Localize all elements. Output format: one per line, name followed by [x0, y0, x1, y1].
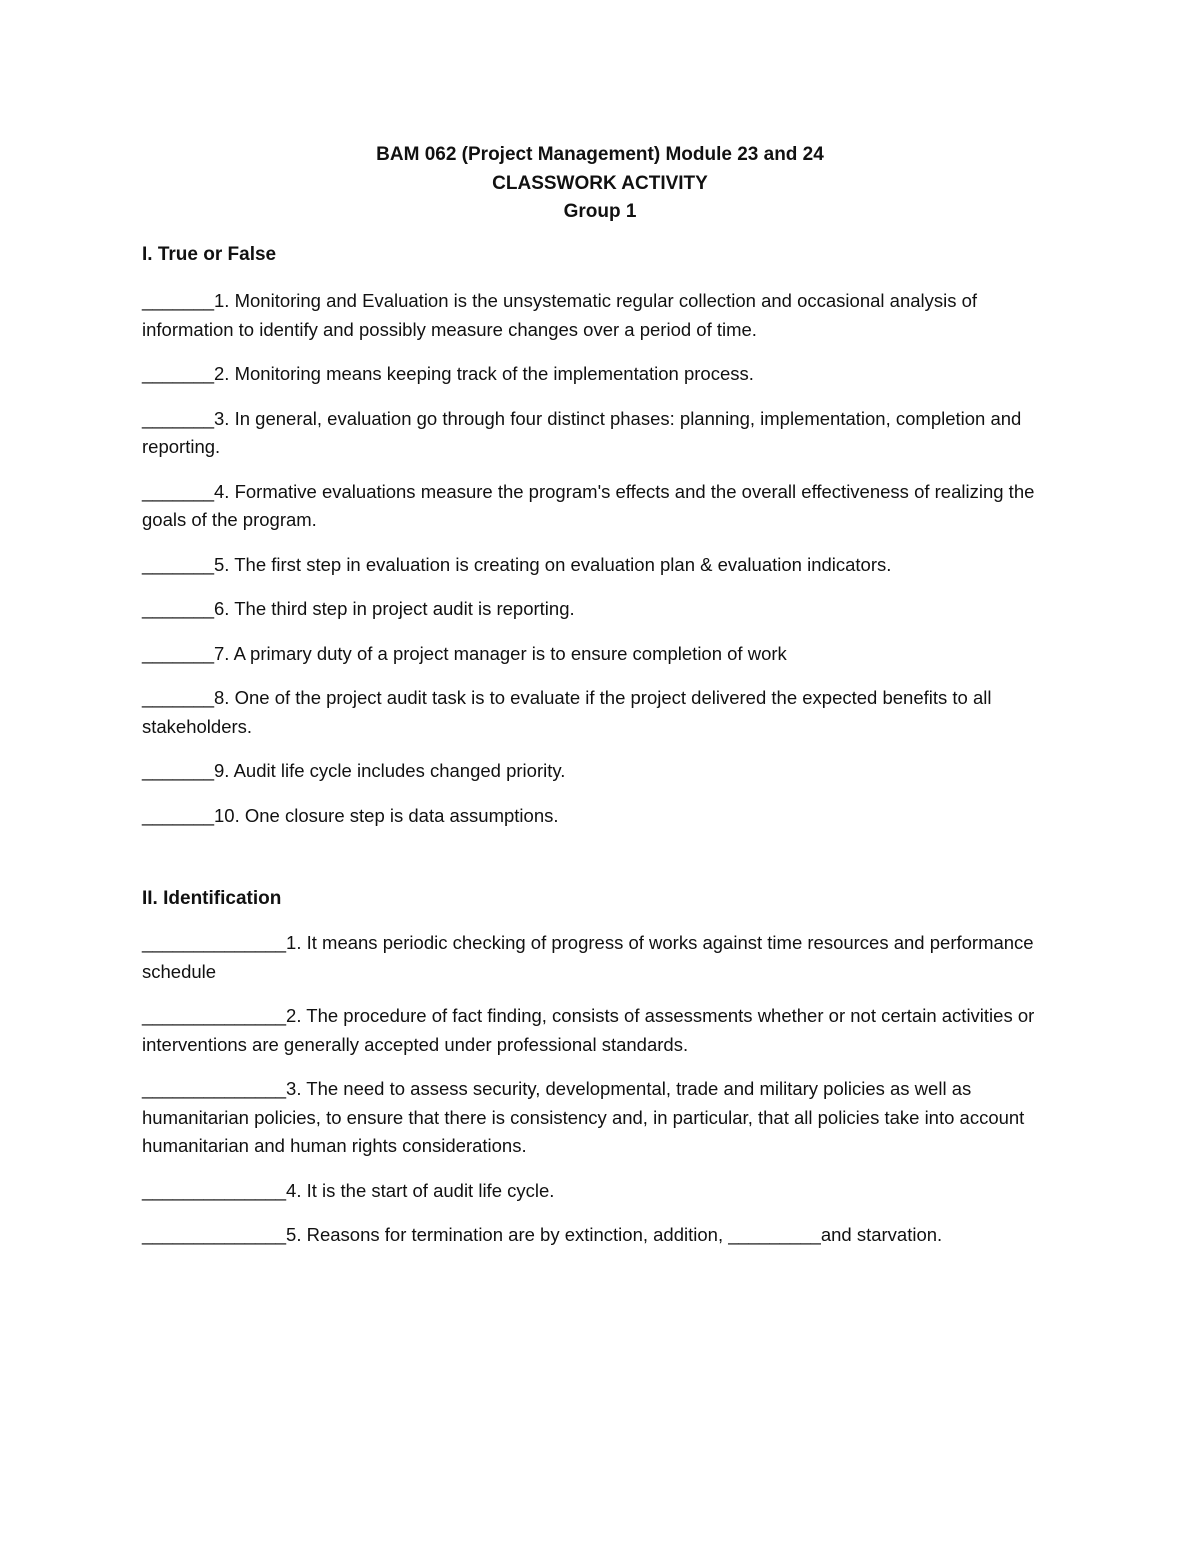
section-identification-title: II. Identification — [142, 888, 282, 909]
identification-list — [142, 929, 1072, 1266]
identification-item: ______________4. It is the start of audit life cycle. — [142, 1179, 555, 1201]
true-false-item: _______1. Monitoring and Evaluation is the unsystematic regular collection and occasional analysis of information to identify and possibly measure changes over a period of time. — [142, 290, 978, 340]
identification-item: ______________2. The procedure of fact finding, consists of assessments whether or not certain activities or interventions are generally accepted under professional standards. — [142, 1005, 1035, 1055]
true-false-item: _______9. Audit life cycle includes changed priority. — [142, 760, 566, 781]
true-false-item: _______10. One closure step is data assumptions. — [142, 804, 559, 826]
identification-item: ______________5. Reasons for termination are by extinction, addition, _________and starvation. — [142, 1224, 943, 1245]
activity-title: CLASSWORK ACTIVITY — [492, 172, 708, 194]
group-label: Group 1 — [563, 201, 637, 222]
course-title: BAM 062 (Project Management) Module 23 and 24 — [376, 144, 824, 165]
true-false-list — [142, 287, 1072, 846]
section-true-false-title: I. True or False — [142, 244, 277, 265]
identification-item: ______________3. The need to assess security, developmental, trade and military policies as well as humanitarian policies, to ensure that there is consistency and, in particular, that all policies take into account humanitarian and human rights considerations. — [142, 1078, 1025, 1156]
document-header — [0, 141, 1200, 227]
identification-item: ______________1. It means periodic checking of progress of works against time resources and performance schedule — [142, 932, 1034, 982]
true-false-item: _______5. The first step in evaluation is creating on evaluation plan & evaluation indicators. — [142, 553, 892, 575]
true-false-item: _______3. In general, evaluation go through four distinct phases: planning, implementation, completion and reporting. — [142, 407, 1022, 457]
true-false-item: _______6. The third step in project audit is reporting. — [142, 598, 575, 619]
true-false-item: _______8. One of the project audit task is to evaluate if the project delivered the expected benefits to all stakeholders. — [142, 687, 992, 737]
true-false-item: _______2. Monitoring means keeping track of the implementation process. — [142, 363, 754, 384]
true-false-item: _______4. Formative evaluations measure the program's effects and the overall effectiveness of realizing the goals of the program. — [142, 480, 1035, 530]
true-false-item: _______7. A primary duty of a project manager is to ensure completion of work — [142, 642, 787, 664]
